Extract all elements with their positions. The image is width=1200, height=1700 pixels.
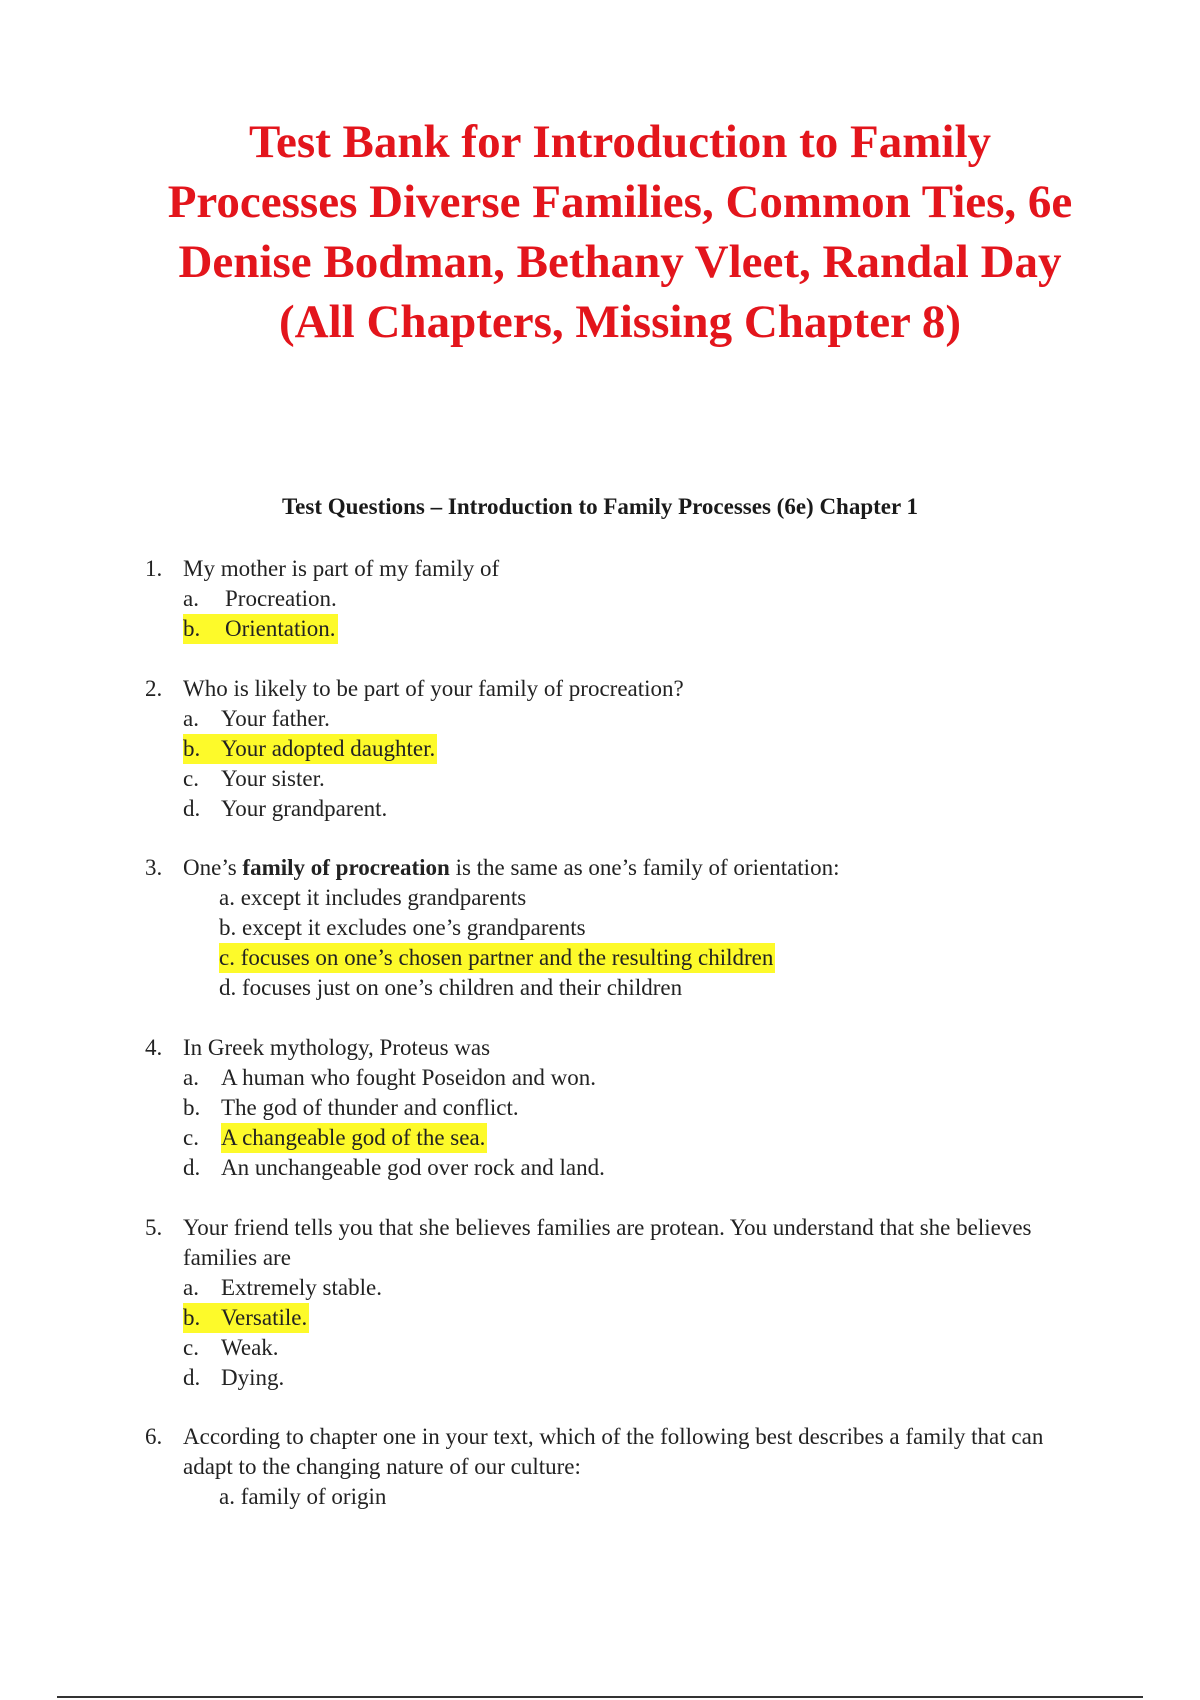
option-text: Your adopted daughter.: [221, 736, 436, 761]
answer-option: [145, 584, 1095, 614]
question-stem: [145, 674, 1095, 704]
answer-option: [145, 973, 1095, 1003]
option-letter: c.: [183, 1335, 199, 1360]
option-letter: a.: [183, 1065, 199, 1090]
question-4: [145, 1033, 1095, 1183]
question-6: [145, 1422, 1095, 1512]
option-text: Dying.: [221, 1365, 285, 1390]
option-text: Extremely stable.: [221, 1275, 382, 1300]
answer-option: [145, 883, 1095, 913]
answer-highlight: [183, 614, 338, 644]
title-line: Denise Bodman, Bethany Vleet, Randal Day: [178, 236, 1062, 288]
option-letter: c.: [183, 1125, 199, 1150]
question-5: [145, 1213, 1095, 1393]
option-letter: d.: [183, 1155, 201, 1180]
answer-option: [145, 1153, 1095, 1183]
question-number: 3.: [145, 855, 163, 880]
answer-option-correct: [145, 1303, 1095, 1333]
option-text: Orientation.: [225, 616, 336, 641]
option-letter: d.: [183, 796, 201, 821]
answer-option-correct: [145, 1123, 1095, 1153]
section-heading: Test Questions – Introduction to Family Processes (6e) Chapter 1: [281, 494, 919, 519]
question-2: [145, 674, 1095, 824]
question-1: [145, 554, 1095, 644]
question-key-term: family of procreation: [242, 855, 450, 880]
question-number: 6.: [145, 1424, 163, 1449]
question-number: 1.: [145, 556, 163, 581]
answer-option: [145, 704, 1095, 734]
option-letter: a.: [183, 706, 199, 731]
answer-highlight: [219, 943, 775, 973]
question-stem: [145, 554, 1095, 584]
option-text: Versatile.: [221, 1305, 308, 1330]
option-letter: b.: [183, 1305, 201, 1330]
option-text: d. focuses just on one’s children and their children: [219, 975, 683, 1000]
question-stem: [145, 853, 1095, 883]
option-text: Weak.: [221, 1335, 279, 1360]
option-text: Your sister.: [221, 766, 325, 791]
option-letter: a.: [183, 586, 199, 611]
answer-option: [145, 913, 1095, 943]
question-stem: [145, 1422, 1095, 1452]
question-stem: [145, 1213, 1095, 1243]
question-text: My mother is part of my family of: [183, 556, 500, 581]
option-text: The god of thunder and conflict.: [221, 1095, 519, 1120]
answer-option: [145, 1482, 1095, 1512]
answer-option: [145, 764, 1095, 794]
answer-option: [145, 1333, 1095, 1363]
answer-option-correct: [145, 734, 1095, 764]
option-text: c. focuses on one’s chosen partner and the resulting children: [219, 945, 774, 970]
question-text-start: One’s: [183, 855, 243, 880]
option-text: a. except it includes grandparents: [219, 885, 527, 910]
question-number: 4.: [145, 1035, 163, 1060]
question-stem-continued: families are: [183, 1245, 291, 1270]
title-line: Processes Diverse Families, Common Ties, 6e: [167, 176, 1073, 228]
question-stem-continued: adapt to the changing nature of our culture:: [183, 1454, 581, 1479]
answer-option-correct: [145, 943, 1095, 973]
option-text: An unchangeable god over rock and land.: [221, 1155, 605, 1180]
question-stem: [145, 1033, 1095, 1063]
option-letter: a.: [183, 1275, 199, 1300]
answer-option: [145, 1363, 1095, 1393]
option-letter: b.: [183, 616, 201, 641]
option-text: b. except it excludes one’s grandparents: [219, 915, 586, 940]
option-text: a. family of origin: [219, 1484, 387, 1509]
title-line: (All Chapters, Missing Chapter 8): [279, 296, 961, 348]
answer-option: [145, 1273, 1095, 1303]
option-letter: c.: [183, 766, 199, 791]
option-text: A human who fought Poseidon and won.: [221, 1065, 597, 1090]
option-letter: b.: [183, 1095, 201, 1120]
question-text-end: is the same as one’s family of orientation:: [449, 855, 840, 880]
question-text: Your friend tells you that she believes families are protean. You understand that she believes: [183, 1215, 1032, 1240]
title-line: Test Bank for Introduction to Family: [248, 116, 992, 168]
answer-option: [145, 1063, 1095, 1093]
option-text: A changeable god of the sea.: [221, 1125, 486, 1150]
question-3: [145, 853, 1095, 1003]
option-letter: d.: [183, 1365, 201, 1390]
document-title: [80, 112, 1160, 352]
bottom-divider: [57, 1696, 1143, 1698]
option-text: Procreation.: [225, 586, 337, 611]
option-text: Your grandparent.: [221, 796, 388, 821]
answer-highlight: [183, 1303, 309, 1333]
answer-highlight: [183, 734, 437, 764]
question-text: In Greek mythology, Proteus was: [183, 1035, 491, 1060]
option-text: Your father.: [221, 706, 330, 731]
answer-option: [145, 1093, 1095, 1123]
question-text: According to chapter one in your text, which of the following best describes a family that can: [183, 1424, 1044, 1449]
option-letter: b.: [183, 736, 201, 761]
question-number: 2.: [145, 676, 163, 701]
question-number: 5.: [145, 1215, 163, 1240]
answer-highlight: [221, 1123, 487, 1153]
question-text: Who is likely to be part of your family of procreation?: [183, 676, 684, 701]
answer-option: [145, 794, 1095, 824]
answer-option-correct: [145, 614, 1095, 644]
